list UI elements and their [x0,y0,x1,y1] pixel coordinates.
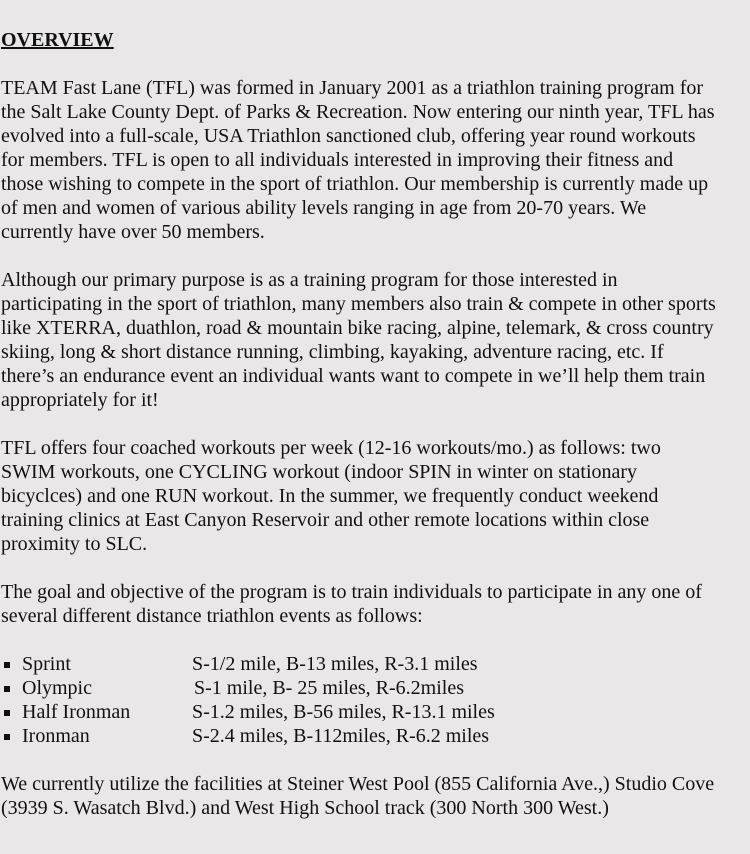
text-line: like XTERRA, duathlon, road & mountain bike racing, alpine, telemark, & cross country [1,317,714,339]
event-details: S-1 mile, B- 25 miles, R-6.2miles [194,677,464,699]
paragraph [1,580,750,628]
text-line: appropriately for it! [1,389,159,411]
square-bullet-icon [4,686,10,692]
event-details: S-1/2 mile, B-13 miles, R-3.1 miles [192,653,478,675]
text-line: skiing, long & short distance running, climbing, kayaking, adventure racing, etc. If [1,341,664,363]
event-name: Half Ironman [22,701,131,723]
text-line: the Salt Lake County Dept. of Parks & Recreation. Now entering our ninth year, TFL has [1,101,715,123]
list-item [1,676,750,700]
text-line: participating in the sport of triathlon, many members also train & compete in other sports [1,293,716,315]
text-line: currently have over 50 members. [1,221,265,243]
paragraph [1,268,750,412]
text-line: (3939 S. Wasatch Blvd.) and West High School track (300 North 300 West.) [1,797,609,819]
text-line: SWIM workouts, one CYCLING workout (indoor SPIN in winter on stationary [1,461,638,483]
text-line: for members. TFL is open to all individuals interested in improving their fitness and [1,149,674,171]
text-line: We currently utilize the facilities at Steiner West Pool (855 California Ave.,) Studio Cove [1,773,715,795]
text-line: The goal and objective of the program is to train individuals to participate in any one of [1,581,702,603]
event-details: S-1.2 miles, B-56 miles, R-13.1 miles [192,701,495,723]
paragraph [1,76,750,244]
event-name: Ironman [22,725,90,747]
square-bullet-icon [4,734,10,740]
paragraph [1,436,750,556]
square-bullet-icon [4,710,10,716]
text-line: of men and women of various ability levels ranging in age from 20-70 years. We [1,197,647,219]
text-line: several different distance triathlon events as follows: [1,605,423,627]
event-details: S-2.4 miles, B-112miles, R-6.2 miles [192,725,490,747]
text-line: TEAM Fast Lane (TFL) was formed in January 2001 as a triathlon training program for [1,77,704,99]
text-line: training clinics at East Canyon Reservoir and other remote locations within close [1,509,650,531]
closing-paragraph [1,772,750,820]
text-line: there’s an endurance event an individual wants want to compete in we’ll help them train [1,365,706,387]
text-line: those wishing to compete in the sport of triathlon. Our membership is currently made up [1,173,709,195]
event-list [1,652,750,748]
list-item [1,652,750,676]
text-line: evolved into a full-scale, USA Triathlon sanctioned club, offering year round workouts [1,125,696,147]
event-name: Sprint [22,653,71,675]
text-line: proximity to SLC. [1,533,148,555]
event-name: Olympic [22,677,92,699]
square-bullet-icon [4,662,10,668]
section-heading: OVERVIEW [1,29,114,51]
list-item [1,724,750,748]
text-line: bicyclces) and one RUN workout. In the summer, we frequently conduct weekend [1,485,659,507]
text-line: Although our primary purpose is as a training program for those interested in [1,269,618,291]
text-line: TFL offers four coached workouts per week (12-16 workouts/mo.) as follows: two [1,437,661,459]
list-item [1,700,750,724]
